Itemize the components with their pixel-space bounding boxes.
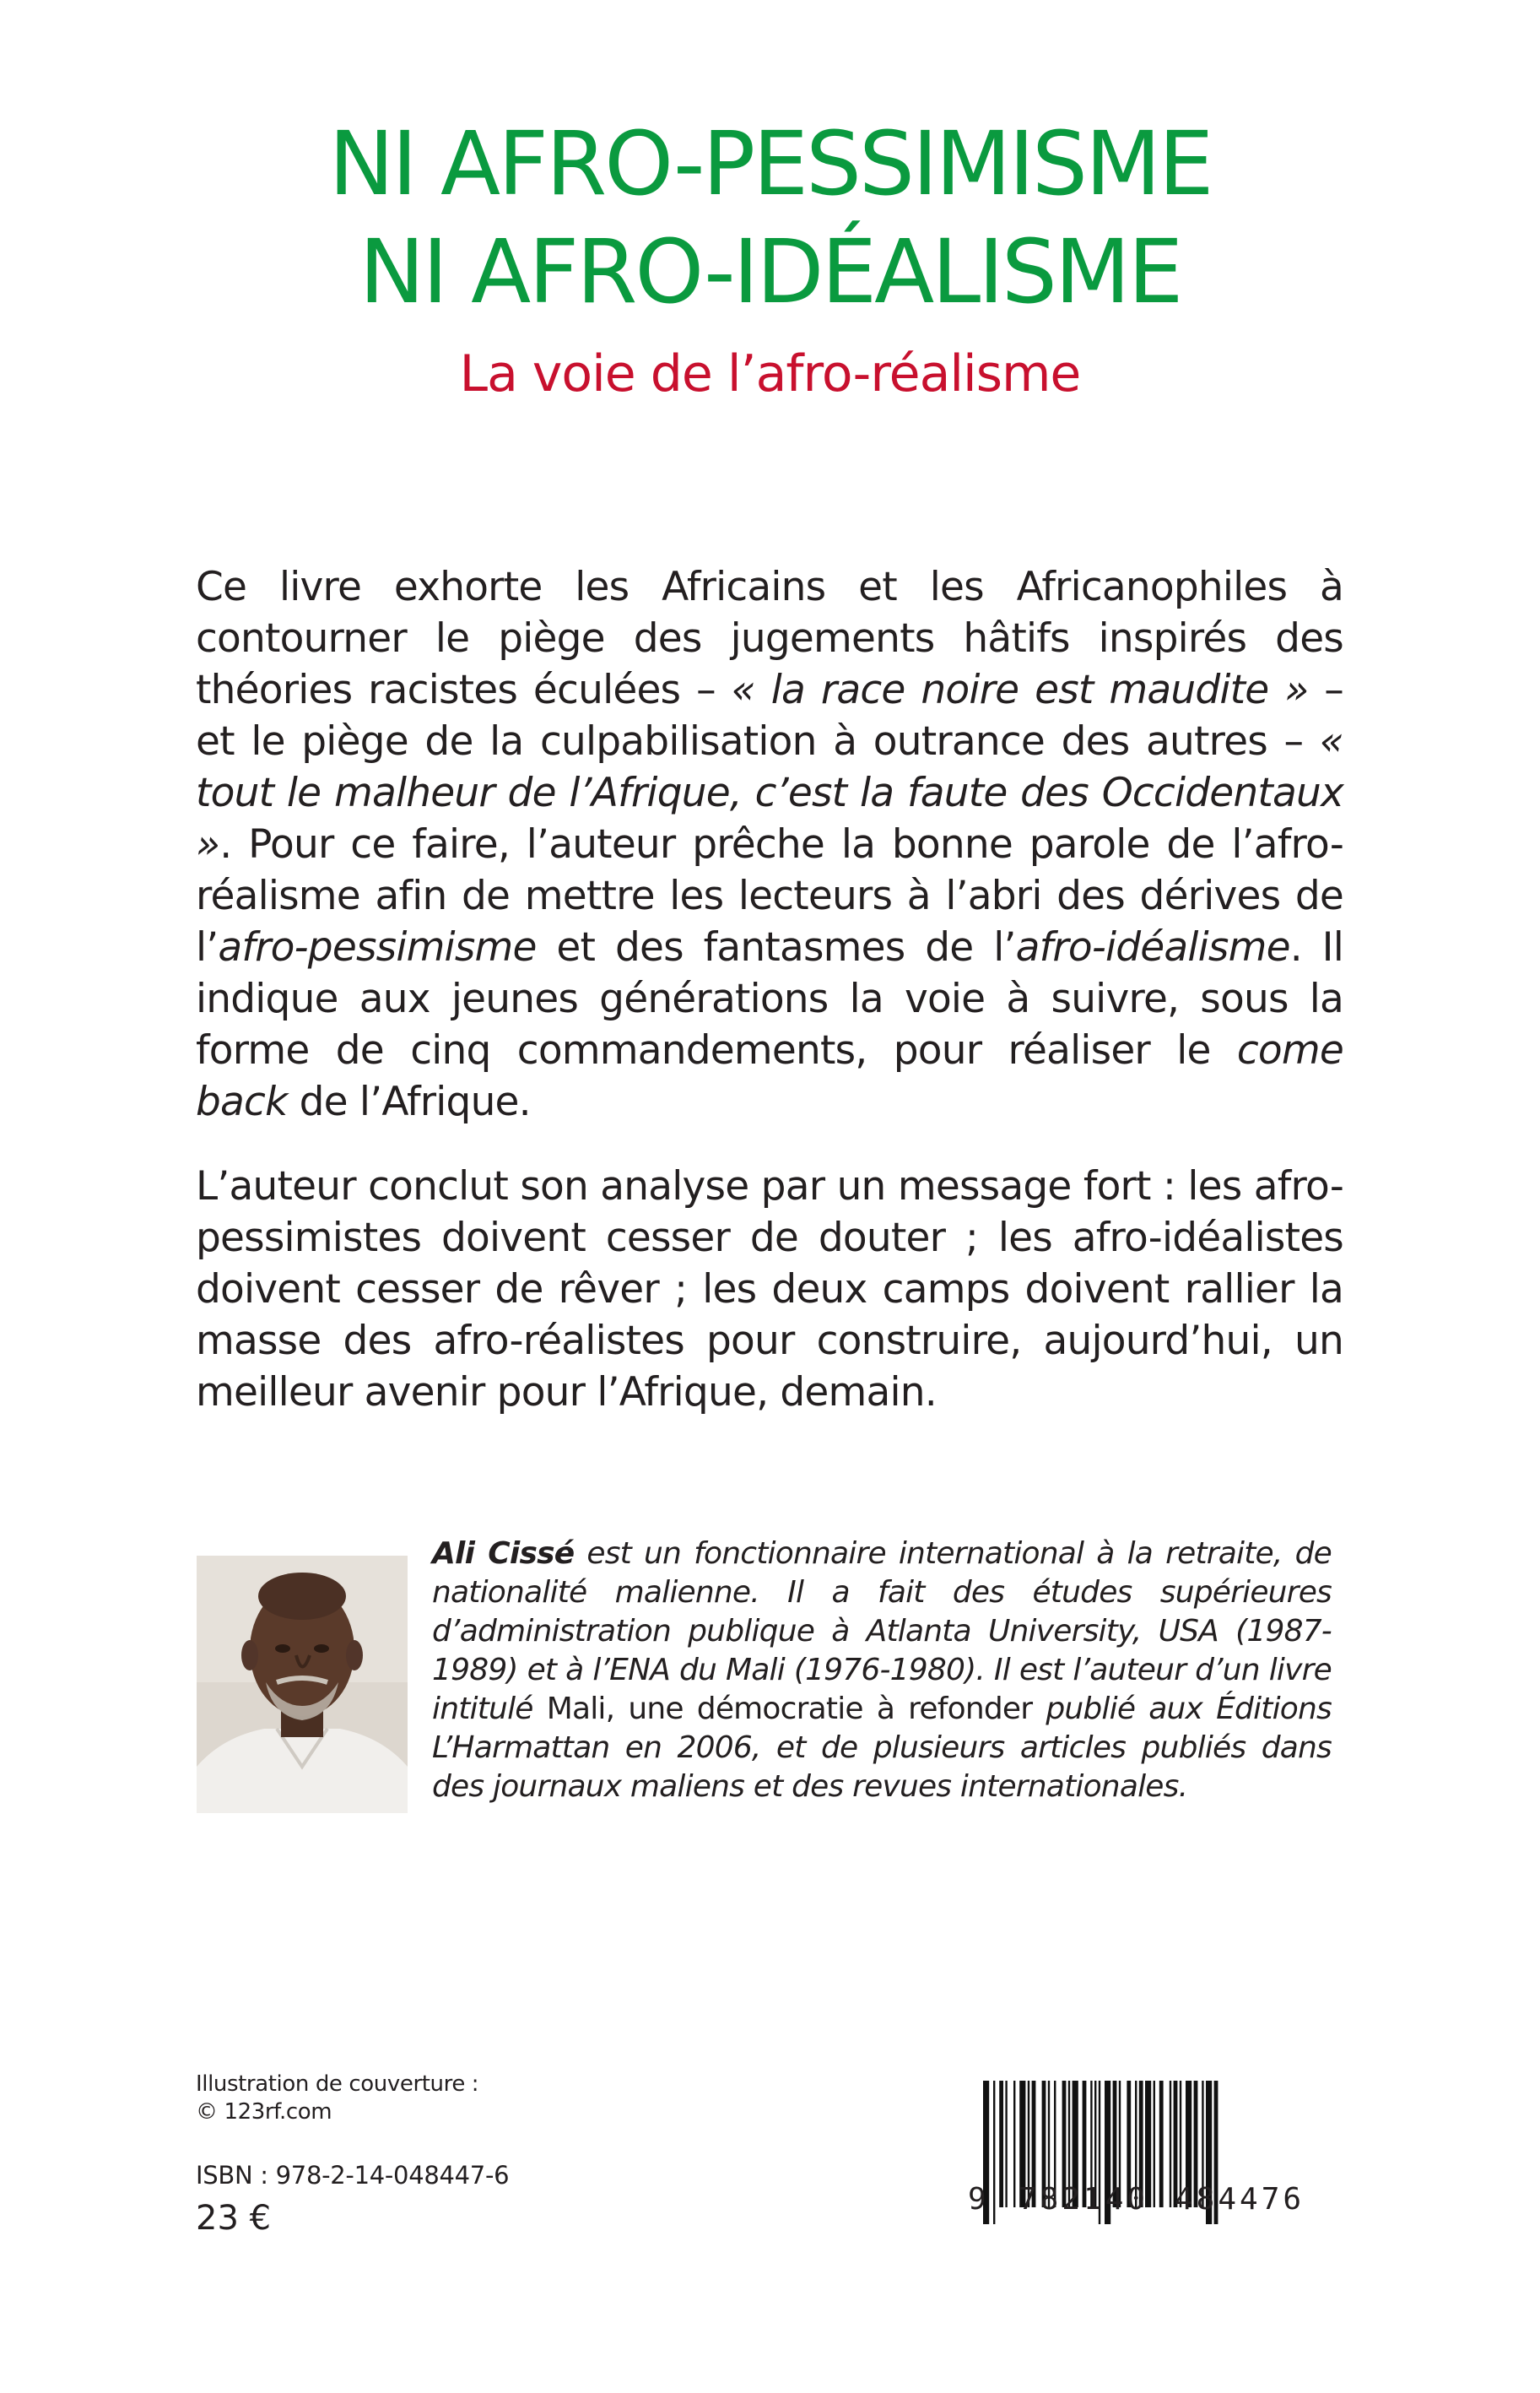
- blurb-paragraph-1: [196, 561, 1343, 1128]
- barcode-lead-digit: 9: [968, 2182, 986, 2217]
- author-name: Ali Cissé: [432, 1536, 575, 1571]
- blurb-paragraph-2: L’auteur conclut son analyse par un message fort : les afro-pessimistes doivent cesser de douter ; les afro-idéalistes doivent cesser de rêver ; les deux camps doivent rallier la masse des afro-réalistes pour construire, aujourd’hui, un meilleur avenir pour l’Afrique, demain.: [196, 1163, 1343, 1416]
- blurb-text: Ce livre exhorte les Africains et les Africanophiles à contourner le piège des jugements hâtifs inspirés des théories racistes éculées –: [196, 564, 1343, 713]
- back-cover-blurb: [196, 561, 1343, 1451]
- blurb-text: . Il indique aux jeunes générations la voie à suivre, sous la forme de cinq commandements, pour réaliser le: [196, 924, 1344, 1074]
- barcode-bar: [1170, 2081, 1171, 2207]
- price: 23 €: [196, 2199, 272, 2238]
- book-title-line-1: NI AFRO-PESSIMISME: [328, 112, 1212, 215]
- barcode-group-1: 782140: [1019, 2182, 1149, 2217]
- blurb-text: de l’Afrique.: [287, 1079, 531, 1125]
- blurb-text: – et le piège de la culpabilisation à outrance des autres –: [196, 667, 1344, 765]
- book-subtitle: La voie de l’afro-réalisme: [459, 344, 1081, 403]
- blurb-term: afro-pessimisme: [218, 924, 537, 971]
- bio-text: est un fonctionnaire international à la retraite, de nationalité malienne. Il a fait des études supérieures d’administration publique à Atlanta University, USA (1987-1989) et à l’ENA du Mali (1976-1980). Il est l’auteur d’un livre intitulé: [432, 1536, 1332, 1726]
- barcode-group-2: 484476: [1175, 2182, 1305, 2217]
- blurb-text: et des fantasmes de l’: [536, 924, 1016, 971]
- blurb-term: come back: [196, 1027, 1343, 1125]
- barcode-bar: [993, 2081, 995, 2224]
- barcode-bar: [1159, 2081, 1164, 2207]
- barcode-bar: [1005, 2081, 1007, 2207]
- barcode-icon: [968, 2074, 1339, 2268]
- cover-credits: [196, 2071, 478, 2126]
- bio-book-title: Mali, une démocratie à refonder: [546, 1692, 1033, 1726]
- barcode-bar: [999, 2081, 1003, 2207]
- blurb-text: . Pour ce faire, l’auteur prêche la bonne parole de l’afro-réalisme afin de mettre les lecteurs à l’abri des dérives de l’: [196, 821, 1343, 971]
- author-bio: [432, 1535, 1332, 1806]
- author-portrait-image: [197, 1556, 408, 1813]
- cover-illustration-label: Illustration de couverture :: [196, 2071, 479, 2097]
- book-title-line-2: NI AFRO-IDÉALISME: [359, 220, 1181, 323]
- bio-text: publié aux Éditions L’Harmattan en 2006, et de plusieurs articles publiés dans des journaux maliens et des revues internationales.: [432, 1692, 1332, 1804]
- blurb-quote: « la race noire est maudite »: [731, 667, 1309, 713]
- title-block: [0, 110, 1540, 403]
- isbn: ISBN : 978-2-14-048447-6: [196, 2161, 510, 2190]
- cover-illustration-source: © 123rf.com: [196, 2099, 332, 2125]
- blurb-term: afro-idéalisme: [1015, 924, 1290, 971]
- blurb-quote: « tout le malheur de l’Afrique, c’est la faute des Occidentaux »: [196, 718, 1343, 868]
- author-photo: [197, 1556, 408, 1813]
- barcode-bar: [1154, 2081, 1155, 2207]
- barcode-bar: [1013, 2081, 1015, 2207]
